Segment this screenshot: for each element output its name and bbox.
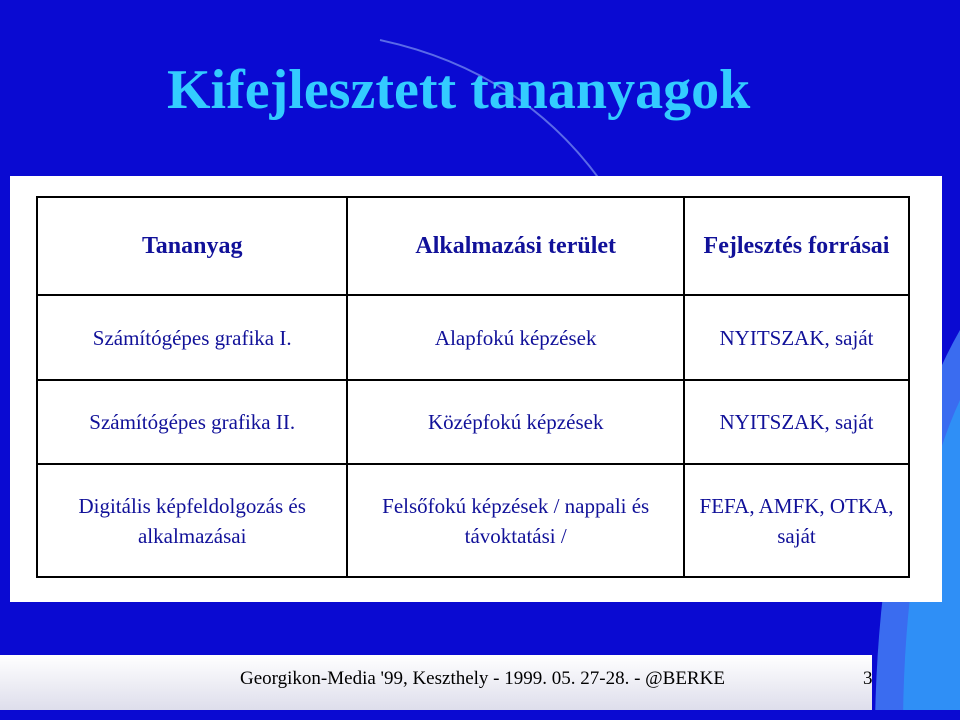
cell-material: Számítógépes grafika II. [37, 380, 347, 464]
table-row [37, 380, 909, 464]
table-header-row [37, 197, 909, 295]
slide-title: Kifejlesztett tananyagok [167, 59, 751, 121]
footer-band-edge [0, 710, 960, 720]
page-number: 3 [863, 668, 873, 689]
cell-source: NYITSZAK, saját [684, 295, 909, 380]
cell-material: Számítógépes grafika I. [37, 295, 347, 380]
table-row [37, 295, 909, 380]
cell-area: Felsőfokú képzések / nappali és távoktatási / [347, 464, 684, 577]
header-material: Tananyag [37, 197, 347, 295]
cell-source: NYITSZAK, saját [684, 380, 909, 464]
slide-footer: Georgikon-Media '99, Keszthely - 1999. 05. 27-28. - @BERKE [240, 668, 725, 689]
header-source: Fejlesztés forrásai [684, 197, 909, 295]
table-row [37, 464, 909, 577]
cell-source: FEFA, AMFK, OTKA, saját [684, 464, 909, 577]
cell-material: Digitális képfeldolgozás és alkalmazásai [37, 464, 347, 577]
cell-area: Alapfokú képzések [347, 295, 684, 380]
materials-table [36, 196, 910, 578]
table-panel [10, 176, 942, 602]
cell-area: Középfokú képzések [347, 380, 684, 464]
header-area: Alkalmazási terület [347, 197, 684, 295]
